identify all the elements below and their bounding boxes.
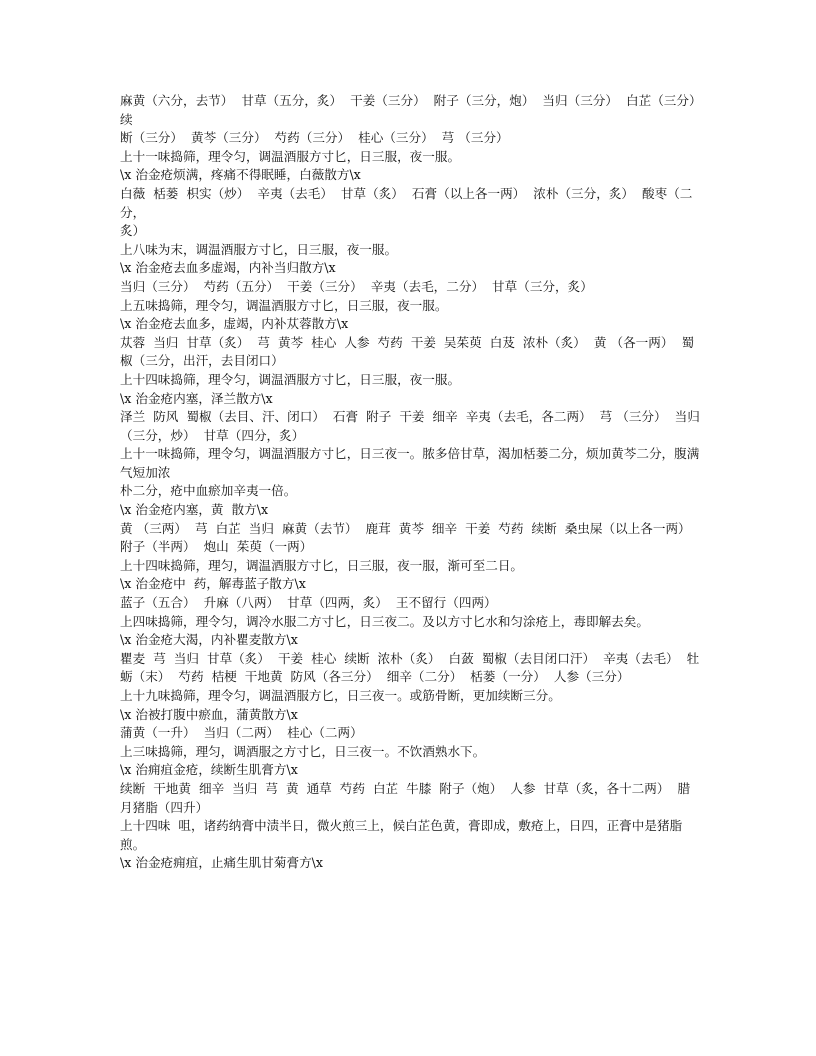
- text-line: （三分，炒） 甘草（四分，炙）: [120, 427, 305, 443]
- text-line: \x 治金疮大渴，内补瞿麦散方\x: [120, 632, 298, 648]
- text-line: 椒（三分，出汗，去目闭口）: [120, 353, 284, 369]
- text-line: 黄 （三两） 芎 白芷 当归 麻黄（去节） 鹿茸 黄芩 细辛 干姜 芍药 续断 桑虫屎（以上各一两）: [120, 520, 691, 536]
- text-line: \x 治金疮痈疽，止痛生肌甘菊膏方\x: [120, 855, 324, 871]
- text-line: \x 治痈疽金疮，续断生肌膏方\x: [120, 762, 298, 778]
- text-line: 附子（半两） 炮山 茱萸（一两）: [120, 539, 313, 555]
- text-line: 炙）: [120, 223, 146, 239]
- text-line: 麻黄（六分，去节） 甘草（五分，炙） 干姜（三分） 附子（三分，炮） 当归（三分） 白芷（三分） 续: [120, 93, 710, 127]
- text-line: 上十一味捣筛，理令匀，调温酒服方寸匕，日三服，夜一服。: [120, 148, 461, 164]
- text-line: 上三味捣筛，理匀，调酒服之方寸匕，日三夜一。不饮酒熟水下。: [120, 743, 486, 759]
- text-line: 白薇 栝蒌 枳实（炒） 辛夷（去毛） 甘草（炙） 石膏（以上各一两） 浓朴（三分，炙） 酸枣（二分，: [120, 185, 693, 220]
- text-line: 续断 干地黄 细辛 当归 芎 黄 通草 芍药 白芷 牛膝 附子（炮） 人参 甘草（炙，各十二两） 腊: [120, 780, 691, 796]
- text-line: \x 治金疮去血多，虚竭，内补苁蓉散方\x: [120, 316, 349, 332]
- text-line: 蒲黄（一升） 当归（二两） 桂心（二两）: [120, 725, 363, 741]
- text-line: 上十四味捣筛，理匀，调温酒服方寸匕，日三服，夜一服，渐可至二日。: [120, 557, 523, 573]
- text-line: 蓝子（五合） 升麻（八两） 甘草（四两，炙） 王不留行（四两）: [120, 595, 497, 611]
- document-page: [120, 92, 710, 873]
- text-line: 上八味为末，调温酒服方寸匕，日三服，夜一服。: [120, 241, 398, 257]
- text-line: \x 治金疮内塞，泽兰散方\x: [120, 390, 273, 406]
- text-line: \x 治金疮去血多虚竭，内补当归散方\x: [120, 260, 336, 276]
- text-line: 蛎（末） 芍药 桔梗 干地黄 防风（各三分） 细辛（二分） 栝蒌（一分） 人参（三分）: [120, 669, 630, 685]
- text-line: 断（三分） 黄芩（三分） 芍药（三分） 桂心（三分） 芎 （三分）: [120, 130, 509, 146]
- text-line: 朴二分，疮中血瘀加辛夷一倍。: [120, 483, 297, 499]
- text-line: 上五味捣筛，理令匀，调温酒服方寸匕，日三服，夜一服。: [120, 297, 448, 313]
- text-line: \x 治金疮中 药，解毒蓝子散方\x: [120, 576, 306, 592]
- text-line: 苁蓉 当归 甘草（炙） 芎 黄芩 桂心 人参 芍药 干姜 吴茱萸 白芨 浓朴（炙） 黄 （各一两） 蜀: [120, 334, 695, 350]
- text-line: 当归（三分） 芍药（五分） 干姜（三分） 辛夷（去毛，二分） 甘草（三分，炙）: [120, 278, 593, 294]
- text-line: 上十四味捣筛，理令匀，调温酒服方寸匕，日三服，夜一服。: [120, 371, 461, 387]
- text-line: \x 治金疮内塞，黄 散方\x: [120, 502, 269, 518]
- text-line: \x 治金疮烦满，疼痛不得眠睡，白薇散方\x: [120, 167, 361, 183]
- text-line: 上十一味捣筛，理令匀，调温酒服方寸匕，日三夜一。脓多倍甘草，渴加栝蒌二分，烦加黄芩二分，腹满气短加浓: [120, 446, 700, 480]
- text-line: 上四味捣筛，理令匀，调冷水服二方寸匕，日三夜二。及以方寸匕水和匀涂疮上，毒即解去矣。: [120, 613, 649, 629]
- text-line: 上十四味 咀，诸药纳膏中渍半日，微火煎三上，候白芷色黄，膏即成，敷疮上，日四，正膏中是猪脂煎。: [120, 818, 683, 852]
- text-line: 泽兰 防风 蜀椒（去目、汗、闭口） 石膏 附子 干姜 细辛 辛夷（去毛，各二两） 芎 （三分） 当归: [120, 409, 700, 425]
- text-line: 上十九味捣筛，理令匀，调温酒服方匕，日三夜一。或筋骨断，更加续断三分。: [120, 688, 561, 703]
- text-line: \x 治被打腹中瘀血，蒲黄散方\x: [120, 706, 298, 722]
- text-line: 月猪脂（四升）: [120, 799, 209, 815]
- text-line: 瞿麦 芎 当归 甘草（炙） 干姜 桂心 续断 浓朴（炙） 白蔹 蜀椒（去目闭口汗） 辛夷（去毛） 牡: [120, 650, 700, 666]
